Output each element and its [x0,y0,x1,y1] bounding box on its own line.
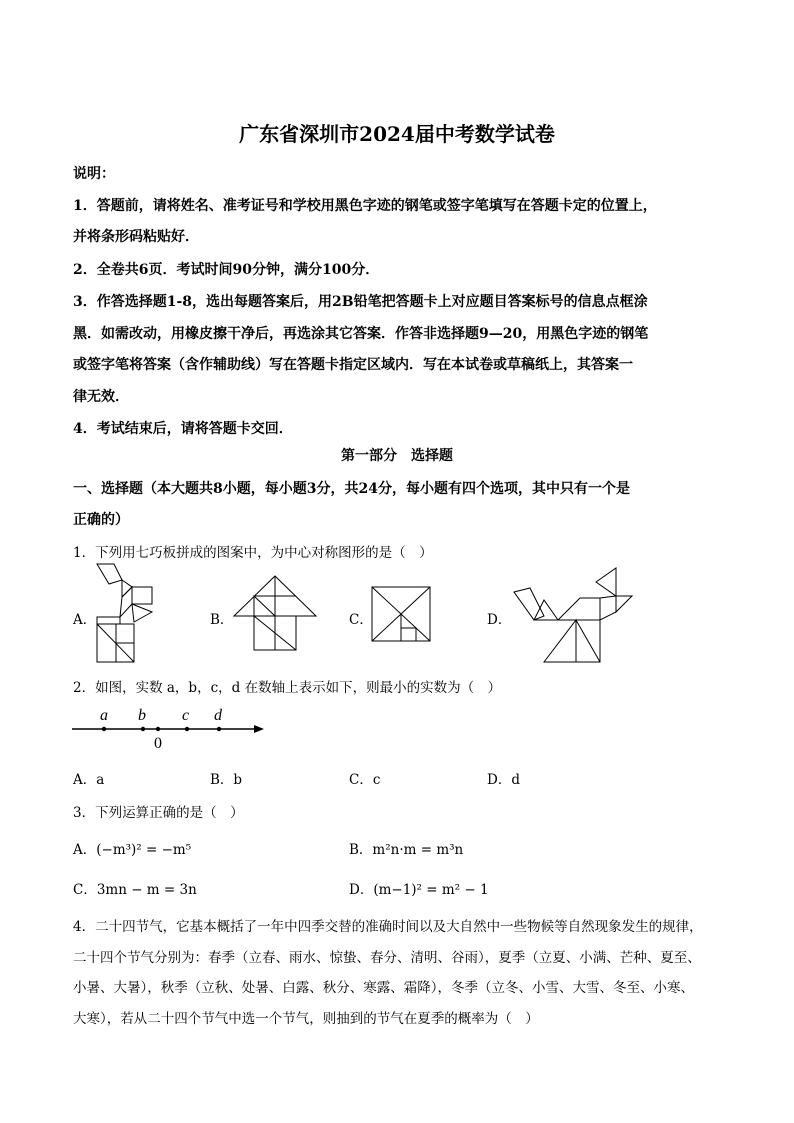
point-b [141,727,145,731]
label-origin: 0 [154,735,162,752]
instruction-2: 2．全卷共6页．考试时间90分钟，满分100分． [73,262,380,278]
instruction-1-line-2: 并将条形码粘贴好． [73,229,199,245]
point-c [185,727,189,731]
point-origin [156,727,160,731]
section-1-line-2: 正确的） [73,512,129,528]
q1-option-a: A． [73,612,97,628]
page-title: 广东省深圳市2024届中考数学试卷 [239,122,555,146]
point-a [102,727,106,731]
instruction-3-line-1: 3．作答选择题1-8，选出每题答案后，用2B铅笔把答题卡上对应题目答案标号的信息点框涂 [73,294,648,310]
tangram-figure-b [232,574,318,652]
number-line [70,702,270,752]
q2-option-a: A．a [73,772,105,788]
q3-option-c: C．3mn − m = 3n [73,882,197,898]
part-title: 第一部分 选择题 [341,448,453,464]
q3-option-a: A．(−m³)² = −m⁵ [73,842,192,858]
tangram-figure-a [92,562,162,664]
question-2-stem: 2．如图，实数 a，b，c，d 在数轴上表示如下，则最小的实数为（ ） [73,680,502,696]
instruction-3-line-2: 黑．如需改动，用橡皮擦干净后，再选涂其它答案．作答非选择题9—20，用黑色字迹的钢笔 [73,326,649,342]
q1-option-c: C． [349,612,373,628]
tangram-figure-c [370,585,432,643]
instruction-1-line-1: 1．答题前，请将姓名、准考证号和学校用黑色字迹的钢笔或签字笔填写在答题卡定的位置上， [73,198,657,214]
instructions-heading: 说明： [73,166,115,182]
question-4-line-3: 小暑、大暑），秋季（立秋、处暑、白露、秋分、寒露、霜降），冬季（立冬、小雪、大雪、冬至、小寒、 [73,980,694,996]
q1-option-b: B． [210,612,234,628]
instruction-4: 4．考试结束后，请将答题卡交回． [73,421,293,437]
q3-option-b: B．m²n·m = m³n [349,842,464,858]
tangram-figure-d [512,566,636,664]
q3-option-d: D．(m−1)² = m² − 1 [349,882,489,898]
q1-option-d: D． [487,612,512,628]
section-1-line-1: 一、选择题（本大题共8小题，每小题3分，共24分，每小题有四个选项，其中只有一个是 [73,481,630,497]
instruction-3-line-4: 律无效． [73,389,129,405]
question-4-line-2: 二十四个节气分别为：春季（立春、雨水、惊蛰、春分、清明、谷雨），夏季（立夏、小满、芒种、夏至、 [73,950,701,966]
question-1-stem: 1．下列用七巧板拼成的图案中，为中心对称图形的是（ ） [73,545,433,561]
point-d [217,727,221,731]
label-a: a [100,707,108,724]
q2-option-d: D．d [487,772,520,788]
question-4-line-1: 4．二十四节气，它基本概括了一年中四季交替的准确时间以及大自然中一些物候等自然现象发生的规律， [73,919,703,935]
label-c: c [182,707,190,724]
instruction-3-line-3: 或签字笔将答案（含作辅助线）写在答题卡指定区域内．写在本试卷或草稿纸上，其答案一 [73,357,633,373]
q2-option-b: B．b [210,772,243,788]
label-d: d [214,707,222,724]
q2-option-c: C．c [349,772,381,788]
label-b: b [138,707,146,724]
question-4-line-4: 大寒），若从二十四个节气中选一个节气，则抽到的节气在夏季的概率为（ ） [73,1011,539,1027]
question-3-stem: 3．下列运算正确的是（ ） [73,805,244,821]
